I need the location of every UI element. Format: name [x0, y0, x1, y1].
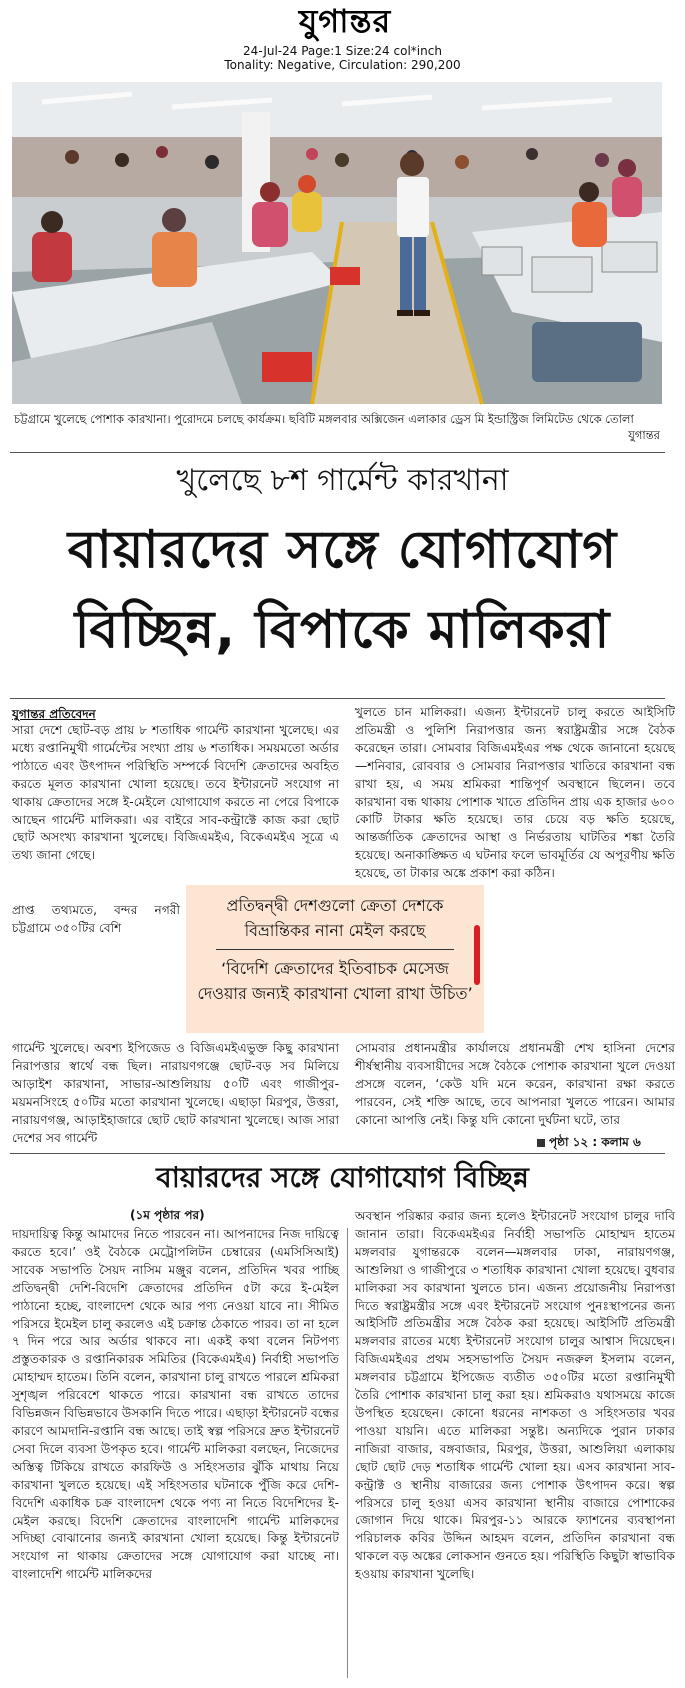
- continuation-left-column: [12, 1226, 339, 1682]
- story-paragraph: অবস্থান পরিষ্কার করার জন্য হলেও ইন্টারনেট সংযোগ চালুর দাবি জানান তারা। বিকেএমইএর নির্বাহী সভাপতি মোহাম্মদ হাতেম মঙ্গলবার যুগান্তরকে বলেন—মঙ্গলবার ঢাকা, নারায়ণগঞ্জ, আশুলিয়া ও গাজীপুরে ৩ শতাধিক কারখানা খোলা হয়েছে। বুধবার মালিকরা সব কারখানা খুলতে চান। এজন্য প্রয়োজনীয় নিরাপত্তা দিতে স্বরাষ্ট্রমন্ত্রীর সঙ্গে এবং ইন্টারনেট সংযোগ পুনঃস্থাপনের জন্য আইসিটি প্রতিমন্ত্রীর সঙ্গে বৈঠক করা হয়েছে। আইসিটি প্রতিমন্ত্রী মঙ্গলবার রাতের মধ্যে ইন্টারনেট সংযোগ চালুর আশ্বাস দিয়েছেন। বিজিএমইএর প্রথম সহসভাপতি সৈয়দ নজরুল ইসলাম বলেন, মঙ্গলবার চট্টগ্রামে ইপিজেড ব্যতীত ৩৫০টির মতো রপ্তানিমুখী তৈরি পোশাক কারখানা চালু করা হয়। শ্রমিকরাও যথাসময়ে কাজে উপস্থিত হয়েছেন। কোনো ধরনের নাশকতা ও সহিংসতার খবর পাওয়া যায়নি। এতে মালিকরা সন্তুষ্ট। অন্যদিকে পুরান ঢাকার নাজিরা বাজার, বঙ্গবাজার, মিরপুর, উত্তরা, আশুলিয়া এলাকায় ছোট ছোট দেড় শতাধিক গার্মেন্ট খোলা হয়। এসব কারখানা সাব-কন্ট্রাক্ট ও স্থানীয় বাজারের জন্য পোশাক উৎপাদন করে। স্বল্প পরিসরে চালু হওয়া এসব কারখানা স্থানীয় বাজারে পোশাকের জোগান দিয়ে থাকে। মিরপুর-১১ আরকে ফ্যাশনের ব্যবস্থাপনা পরিচালক কবির উদ্দিন আহমদ বলেন, প্রতিদিন কারখানা বন্ধ থাকলে বড় অঙ্কের লোকসান গুনতে হয়। পরিস্থিতি কিছুটা স্বাভাবিক হওয়ায় কারখানা খুলেছি।: [355, 1209, 675, 1582]
- story-right-column-top: [355, 704, 675, 882]
- photo-caption: চট্টগ্রামে খুলেছে পোশাক কারখানা। পুরোদমে চলছে কার্যক্রম। ছবিটি মঙ্গলবার অক্সিজেন এলাকার ড্রেস মি ইন্ডাস্ট্রিজ লিমিটেড থেকে তোলা: [14, 412, 634, 426]
- back-rows: [12, 137, 662, 197]
- story-paragraph: গার্মেন্ট খুলেছে। অবশ্য ইপিজেড ও বিজিএমইএভুক্ত কিছু কারখানা নিরাপত্তার স্বার্থে বন্ধ ছিল। নারায়ণগঞ্জে ছোট-বড় সব মিলিয়ে আড়াইশ কারখানা, সাভার-আশুলিয়ায় ৫০টি এবং গাজীপুর-ময়মনসিংহে ৫০টির মতো কারখানা খুলেছে। এছাড়া মিরপুর, উত্তরা, নারায়ণগঞ্জ, আড়াইহাজারে ছোট ছোট কারখানা খুলেছে। আজ সারা দেশের সব গার্মেন্ট: [12, 1041, 339, 1145]
- continuation-label: (১ম পৃষ্ঠার পর): [130, 1208, 205, 1222]
- story-left-column-bottom: [12, 1040, 339, 1145]
- story-kicker: খুলেছে ৮শ গার্মেন্ট কারখানা: [176, 463, 509, 498]
- clipping-meta-date: 24-Jul-24 Page:1 Size:24 col*inch: [243, 44, 442, 58]
- story-paragraph: খুলতে চান মালিকরা। এজন্য ইন্টারনেট চালু করতে আইসিটি প্রতিমন্ত্রী ও পুলিশি নিরাপত্তার জন্য স্বরাষ্ট্রমন্ত্রীর সঙ্গে বৈঠক করেছেন তারা। সোমবার বিজিএমইএর পক্ষ থেকে জানানো হয়েছে—শনিবার, রোববার ও সোমবার নিরাপত্তার খাতিরে কারখানা বন্ধ রাখা হয়, এ সময় শ্রমিকরা শান্তিপূর্ণ অবস্থানে ছিলেন। তবে কারখানা বন্ধ থাকায় পোশাক খাতে প্রতিদিন প্রায় এক হাজার ৬০০ কোটি টাকার ক্ষতি হয়েছে। তার চেয়ে বড় ক্ষতি হয়েছে, আন্তর্জাতিক ক্রেতাদের আস্থা ও নির্ভরতায় ঘাটতির শঙ্কা তৈরি হয়েছে। অনাকাঙ্ক্ষিত এ ঘটনার ফলে ভাবমূর্তির যে অপূরণীয় ক্ষতি হয়েছে, তা টাকার অঙ্কে প্রকাশ করা কঠিন।: [355, 705, 675, 881]
- red-bin: [262, 352, 312, 382]
- story-paragraph: সোমবার প্রধানমন্ত্রীর কার্যালয়ে প্রধানমন্ত্রী শেখ হাসিনা দেশের শীর্ষস্থানীয় ব্যবসায়ীদের সঙ্গে বৈঠকে পোশাক কারখানা খুলে দেওয়া প্রসঙ্গে বলেন, ‘কেউ যদি মনে করেন, কারখানা রক্ষা করতে পারবেন, সেই শক্তি আছে, তবে আপনারা খুলতে পারেন। আমার কোনো আপত্তি নেই। কিন্তু যদি কোনো দুর্ঘটনা ঘটে, তার: [355, 1041, 675, 1127]
- story-paragraph: দায়দায়িত্ব কিন্তু আমাদের নিতে পারবেন না। আপনাদের নিজ দায়িত্বে করতে হবে।’ ওই বৈঠকে মেট্রোপলিটন চেম্বারের (এমসিসিআই) সাবেক সভাপতি সৈয়দ নাসিম মঞ্জুর বলেন, প্রতিদিন খবর পাচ্ছি প্রতিদ্বন্দ্বী দেশি-বিদেশি ক্রেতাদের প্রতিদিন ৫টা করে ই-মেইল পাঠানো হচ্ছে, বাংলাদেশ থেকে আর পণ্য নেওয়া যাবে না। সীমিত পরিসরে ইমেইল চালু করলেও এই চক্রান্ত ঠেকাতে পারব। তা না হলে ৭ দিন পরে আর অর্ডার থাকবে না। একই কথা বলেন নিটপণ্য প্রস্তুতকারক ও রপ্তানিকারক সমিতির (বিকেএমইএ) নির্বাহী সভাপতি মোহাম্মদ হাতেম। তিনি বলেন, কারখানা চালু রাখতে পারলে শ্রমিকরা সুশৃঙ্খল পরিবেশে থাকতে পারে। কারখানা বন্ধ রাখতে তাদের বিভিন্নজন বিভিন্নভাবে উসকানি দিতে পারে। এছাড়া ইন্টারনেট বন্ধের কারণে আমদানি-রপ্তানি বন্ধ আছে। তাই স্বল্প পরিসরে দ্রুত ইন্টারনেট সেবা দিলে ব্যবসা উপকৃত হবে। গার্মেন্ট মালিকরা বলছেন, নিজেদের অস্তিত্ব টিকিয়ে রাখতে কারফিউ ও সহিংসতার ঝুঁকি মাথায় নিয়ে কারখানা খুলতে হয়েছে। এই সহিংসতার ঘটনাকে পুঁজি করে দেশি-বিদেশি একাধিক চক্র বাংলাদেশ থেকে পণ্য না নিতে বিদেশিদের ই-মেইল করছে। বিদেশি ক্রেতাদের বাংলাদেশি গার্মেন্ট মালিকদের সদিচ্ছা বোঝানোর জন্যই কারখানা খোলা হয়েছে। কিন্তু ইন্টারনেট সংযোগ না থাকায় ক্রেতাদের সঙ্গে যোগাযোগ করা যাচ্ছে না। বাংলাদেশি গার্মেন্ট মালিকদের: [12, 1227, 339, 1582]
- divider: [10, 1153, 665, 1154]
- factory-photo: [12, 82, 662, 404]
- story-right-column-bottom: [355, 1040, 675, 1130]
- clipping-meta-tonality: Tonality: Negative, Circulation: 290,200: [224, 58, 461, 72]
- bullet-square-icon: [537, 1139, 545, 1147]
- jump-line: [537, 1134, 641, 1154]
- continuation-right-column: [355, 1208, 675, 1682]
- pull-quote-2: ‘বিদেশি ক্রেতাদের ইতিবাচক মেসেজ দেওয়ার জন্যই কারখানা খোলা রাখা উচিত’: [197, 959, 473, 1003]
- pull-quote-box: [186, 885, 484, 1033]
- byline: যুগান্তর প্রতিবেদন: [12, 707, 96, 721]
- red-bin-small: [330, 267, 360, 285]
- newspaper-logo: যুগান্তর: [298, 2, 392, 40]
- photo-caption-block: [14, 411, 660, 442]
- divider: [10, 698, 665, 699]
- continuation-headline: বায়ারদের সঙ্গে যোগাযোগ বিচ্ছিন্ন: [156, 1161, 529, 1194]
- jump-text: পৃষ্ঠা ১২ : কলাম ৬: [549, 1135, 641, 1149]
- photo-credit: যুগান্তর: [628, 428, 660, 442]
- divider: [10, 452, 665, 453]
- pull-quote-accent: [474, 925, 480, 985]
- story-left-column-top: [12, 722, 339, 900]
- column-divider: [347, 1228, 348, 1678]
- masthead: [0, 0, 685, 80]
- factory-floor-illustration: [12, 82, 662, 404]
- story-headline-line2: বিচ্ছিন্ন, বিপাকে মালিকরা: [74, 600, 611, 660]
- pull-quote-1: প্রতিদ্বন্দ্বী দেশগুলো ক্রেতা দেশকে বিভ্রান্তিকর নানা মেইল করছে: [226, 896, 444, 940]
- story-headline-line1: বায়ারদের সঙ্গে যোগাযোগ: [67, 520, 618, 580]
- story-paragraph: প্রাপ্ত তথ্যমতে, বন্দর নগরী চট্টগ্রামে ৩৫০টির বেশি: [12, 903, 180, 935]
- pull-quote-divider: [216, 949, 454, 950]
- story-paragraph: সারা দেশে ছোট-বড় প্রায় ৮ শতাধিক গার্মেন্ট কারখানা খুলেছে। এর মধ্যে রপ্তানিমুখী গার্মেন্টের সংখ্যা প্রায় ৬ শতাধিক। সময়মতো অর্ডার পাঠাতে এবং উৎপাদন পরিস্থিতি সম্পর্কে বিদেশি ক্রেতাদের অবহিত করতে মূলত কারখানা খোলা হয়েছে। তবে ইন্টারনেট সংযোগ না থাকায় ক্রেতাদের সঙ্গে ই-মেইলে যোগাযোগ করতে না পেরে বিপাকে আছেন গার্মেন্ট মালিকরা। এর বাইরে সাব-কন্ট্রাক্টে কাজ করা ছোট ছোট অসংখ্য কারখানা খুলেছে। বিজিএমইএ, বিকেএমইএ সূত্রে এ তথ্য জানা গেছে।: [12, 723, 339, 863]
